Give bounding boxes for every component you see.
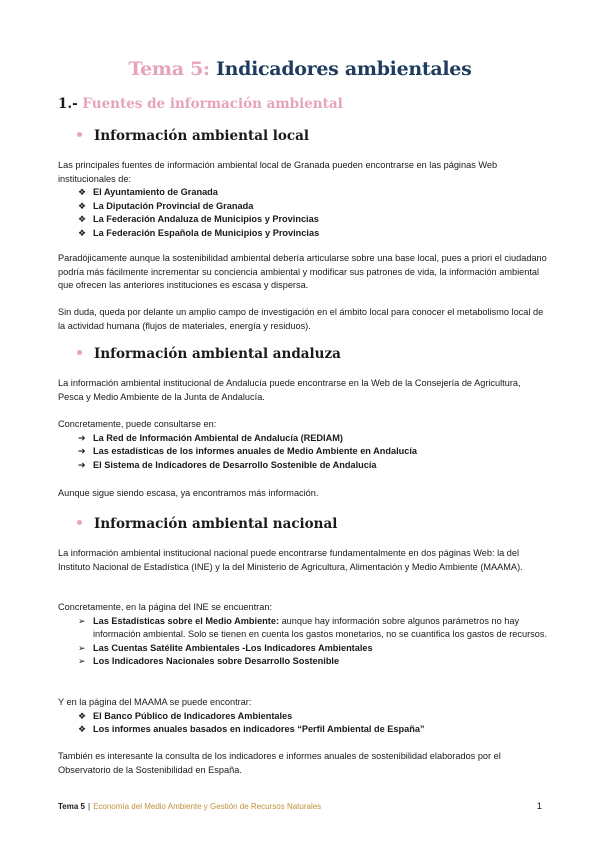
- list-item-text: Los Indicadores Nacionales sobre Desarrollo Sostenible: [93, 656, 340, 666]
- arrow-bullet-icon: ➔: [78, 446, 86, 456]
- list-item: [78, 723, 548, 737]
- diamond-bullet-icon: ❖: [78, 187, 87, 197]
- paragraph: Y en la página del MAAMA se puede encontrar:: [58, 697, 252, 707]
- pointer-bullet-icon: ➢: [78, 615, 86, 626]
- section-number: 1.-: [58, 96, 78, 112]
- list-item-text: La Federación Andaluza de Municipios y Provincias: [93, 214, 319, 224]
- paragraph: Concretamente, puede consultarse en:: [58, 419, 217, 429]
- list-item-text: Los informes anuales basados en indicadores “Perfil Ambiental de España”: [93, 724, 425, 734]
- maama-list: [58, 710, 548, 737]
- list-item-text: El Banco Público de Indicadores Ambientales: [93, 710, 293, 721]
- section-heading: [58, 96, 343, 112]
- list-item: [78, 459, 548, 473]
- diamond-bullet-icon: ❖: [78, 214, 87, 224]
- page-title: [0, 58, 600, 80]
- bullet-dot-icon: [77, 350, 82, 355]
- paragraph: La información ambiental institucional nacional puede encontrarse fundamentalmente en dos páginas Web: la del Instituto Nacional de Estadística (INE) y la del Ministerio de Agricultura, Alimentación y Medio Ambiente (MAAMA).: [58, 548, 523, 572]
- nacional-maama-block: [58, 696, 548, 737]
- diamond-bullet-icon: ❖: [78, 710, 87, 721]
- paragraph: Concretamente, en la página del INE se encuentran:: [58, 602, 272, 612]
- andaluza-paragraph-3: [58, 487, 548, 501]
- subheading-nacional-text: Información ambiental nacional: [94, 516, 338, 532]
- paragraph: Paradójicamente aunque la sostenibilidad ambiental debería articularse sobre una base local, pues a priori el ciudadano podría más fácilmente incrementar su conciencia ambiental y modificar sus patrones de vida, la información ambiental que ofrecen las anteriores instituciones es escasa y dispersa.: [58, 253, 547, 290]
- local-list: [58, 186, 548, 240]
- subheading-local: [77, 128, 309, 144]
- list-item-bold-text: Las Estadísticas sobre el Medio Ambiente:: [93, 615, 280, 626]
- paragraph: La información ambiental institucional de Andalucía puede encontrarse en la Web de la Consejería de Agricultura, Pesca y Medio Ambiente de la Junta de Andalucía.: [58, 378, 521, 402]
- subheading-andaluza: [77, 346, 341, 362]
- section-title: Fuentes de información ambiental: [82, 96, 343, 112]
- local-paragraph-3: [58, 306, 548, 333]
- list-item-text: El Ayuntamiento de Granada: [93, 187, 218, 197]
- arrow-bullet-icon: ➔: [78, 459, 86, 470]
- paragraph: Aunque sigue siendo escasa, ya encontramos más información.: [58, 488, 319, 498]
- list-item: [78, 445, 548, 459]
- list-item: [78, 200, 548, 214]
- bullet-dot-icon: [77, 520, 82, 525]
- footer-separator: |: [87, 802, 91, 811]
- list-item: [78, 432, 548, 446]
- ine-list: [58, 615, 548, 669]
- list-item-text: Las estadísticas de los informes anuales de Medio Ambiente en Andalucía: [93, 446, 418, 456]
- paragraph: También es interesante la consulta de los indicadores e informes anuales de sostenibilidad elaborados por el Observatorio de la Sostenibilidad en España.: [58, 751, 501, 775]
- diamond-bullet-icon: ❖: [78, 227, 87, 238]
- subheading-andaluza-text: Información ambiental andaluza: [94, 346, 341, 362]
- pointer-bullet-icon: ➢: [78, 642, 86, 653]
- list-item: [78, 615, 548, 642]
- nacional-paragraph-4: [58, 750, 548, 777]
- footer-course-name: Economía del Medio Ambiente y Gestión de Recursos Naturales: [93, 802, 322, 811]
- andaluza-paragraph-1: [58, 377, 548, 404]
- list-item: [78, 642, 548, 656]
- paragraph: Sin duda, queda por delante un amplio campo de investigación en el ámbito local para conocer el metabolismo local de la actividad humana (flujos de materiales, energía y residuos).: [58, 307, 544, 331]
- list-item: [78, 213, 548, 227]
- list-item: [78, 186, 548, 200]
- list-item-text: La Federación Española de Municipios y Provincias: [93, 227, 320, 238]
- subheading-local-text: Información ambiental local: [94, 128, 309, 144]
- diamond-bullet-icon: ❖: [78, 200, 87, 211]
- diamond-bullet-icon: ❖: [78, 724, 87, 734]
- list-item-text: El Sistema de Indicadores de Desarrollo Sostenible de Andalucía: [93, 459, 377, 470]
- subheading-nacional: [77, 516, 337, 532]
- bullet-dot-icon: [77, 132, 82, 137]
- local-block: [58, 159, 548, 240]
- title-prefix: Tema 5:: [128, 58, 210, 80]
- andaluza-list: [58, 432, 548, 473]
- page-footer: [58, 802, 542, 811]
- andaluza-block: [58, 418, 548, 472]
- list-item-text: La Diputación Provincial de Granada: [93, 200, 254, 211]
- footer-label: Tema 5: [58, 802, 85, 811]
- local-paragraph-2: [58, 252, 548, 293]
- nacional-ine-block: [58, 601, 548, 669]
- nacional-paragraph-1: [58, 547, 548, 574]
- arrow-bullet-icon: ➔: [78, 432, 86, 443]
- list-item-text: La Red de Información Ambiental de Andalucía (REDIAM): [93, 432, 343, 443]
- list-item-text: aunque hay información sobre algunos parámetros no hay información ambiental. Solo se tienen en cuenta los gastos monetarios, no se cuantifica los gastos de recursos.: [93, 615, 548, 639]
- list-item: [78, 710, 548, 724]
- list-item: [78, 227, 548, 241]
- list-item-text: Las Cuentas Satélite Ambientales -Los Indicadores Ambientales: [93, 642, 373, 653]
- page-number: 1: [536, 801, 542, 812]
- pointer-bullet-icon: ➢: [78, 656, 86, 666]
- title-main: Indicadores ambientales: [216, 58, 472, 80]
- local-intro: Las principales fuentes de información ambiental local de Granada pueden encontrarse en las páginas Web institucionales de:: [58, 160, 498, 184]
- list-item: [78, 655, 548, 669]
